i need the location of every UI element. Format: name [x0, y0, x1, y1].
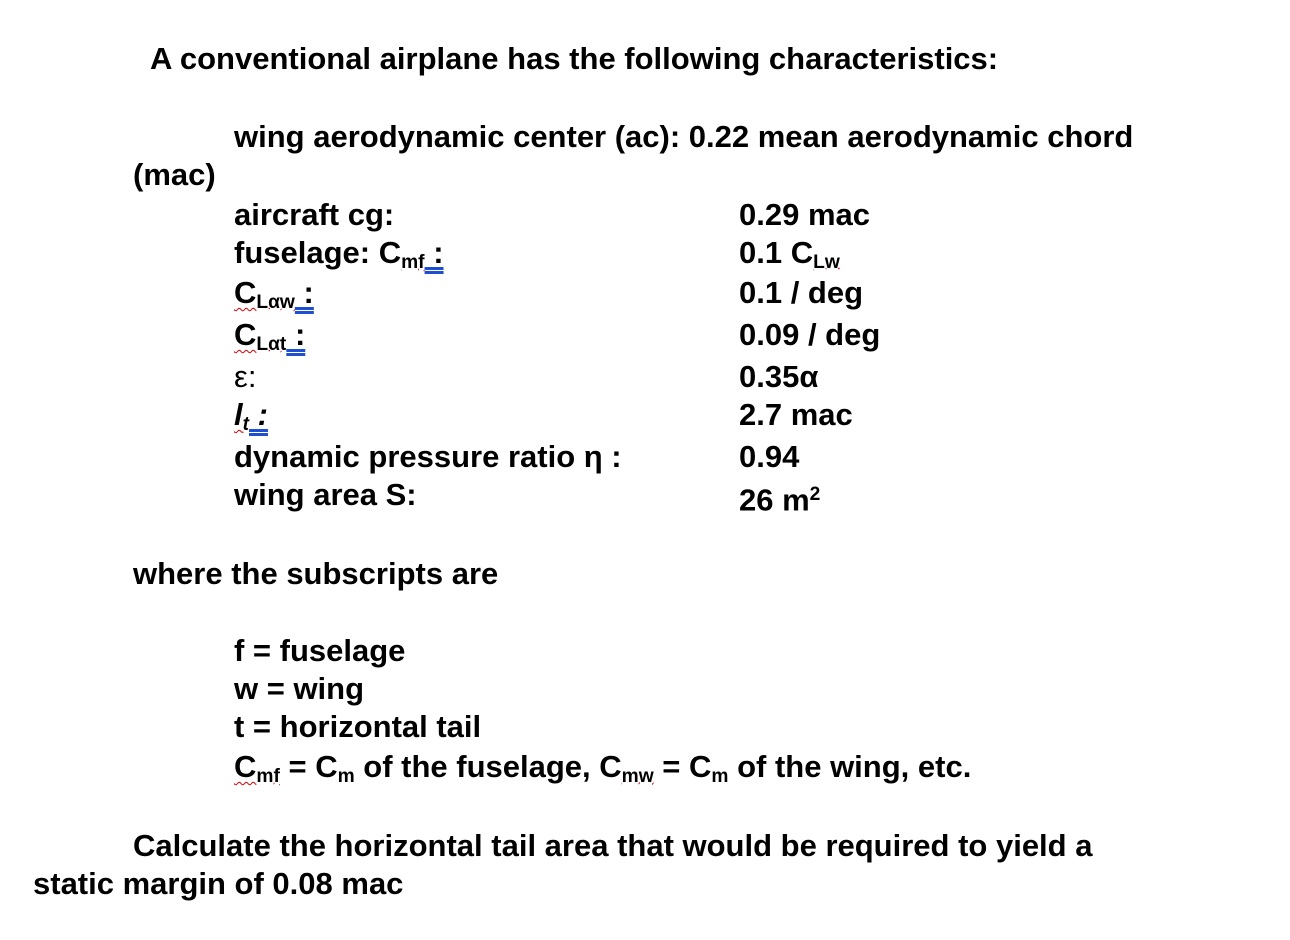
property-label-epsilon: ε: [234, 359, 257, 394]
cm-part-2-sub: m [337, 765, 355, 787]
property-label-suffix: : [286, 317, 306, 352]
definition-cm [234, 748, 971, 796]
question-line-1: Calculate the horizontal tail area that would be required to yield a [133, 828, 1093, 863]
property-label-main: C [234, 275, 257, 310]
property-label-aircraft-cg: aircraft cg: [234, 197, 395, 232]
property-label-claw [234, 274, 314, 322]
property-value-main: 0.1 C [739, 235, 814, 270]
property-value-claw: 0.1 / deg [739, 275, 864, 310]
property-label-main: C [234, 317, 257, 352]
definition-wing: w = wing [234, 671, 365, 706]
property-label-sub: Lαw [256, 291, 295, 313]
property-value-sup: 2 [809, 484, 821, 505]
property-label-sub: mf [401, 251, 425, 273]
property-label-main: l [234, 397, 243, 432]
cm-part-3: of the fuselage, C [354, 749, 622, 784]
property-label-suffix: : [424, 235, 444, 270]
property-label-suffix: : [249, 397, 268, 432]
cm-part-1-sub: mf [256, 765, 280, 787]
property-value-sub: Lw [813, 251, 840, 273]
cm-part-2: = C [279, 749, 338, 784]
property-value-clat: 0.09 / deg [739, 317, 881, 352]
property-label-sub: Lαt [256, 333, 287, 355]
property-value-lt: 2.7 mac [739, 397, 853, 432]
property-label-clat [234, 316, 305, 364]
question-line-2: static margin of 0.08 mac [33, 866, 404, 901]
property-label-suffix: : [294, 275, 314, 310]
wing-ac-line-2: (mac) [133, 157, 216, 192]
property-label-sub: t [242, 413, 250, 435]
cm-part-3-sub: mw [621, 765, 654, 787]
property-label-eta: dynamic pressure ratio η : [234, 439, 622, 474]
property-label-main: fuselage: C [234, 235, 402, 270]
cm-part-4: = C [653, 749, 712, 784]
definition-fuselage: f = fuselage [234, 633, 406, 668]
cm-part-4-sub: m [711, 765, 729, 787]
property-label-lt [234, 396, 268, 444]
property-value-eta: 0.94 [739, 439, 800, 474]
property-value-main: 26 m [739, 482, 810, 518]
property-value-epsilon: 0.35α [739, 359, 819, 394]
problem-title: A conventional airplane has the following characteristics: [150, 41, 999, 76]
cm-part-5: of the wing, etc. [728, 749, 972, 784]
cm-part-1: C [234, 749, 257, 784]
property-value-wing-area [739, 476, 820, 520]
wing-ac-line-1: wing aerodynamic center (ac): 0.22 mean aerodynamic chord [234, 119, 1134, 154]
definition-tail: t = horizontal tail [234, 709, 482, 744]
property-value-aircraft-cg: 0.29 mac [739, 197, 870, 232]
subscripts-intro: where the subscripts are [133, 556, 499, 591]
property-label-wing-area: wing area S: [234, 477, 417, 512]
